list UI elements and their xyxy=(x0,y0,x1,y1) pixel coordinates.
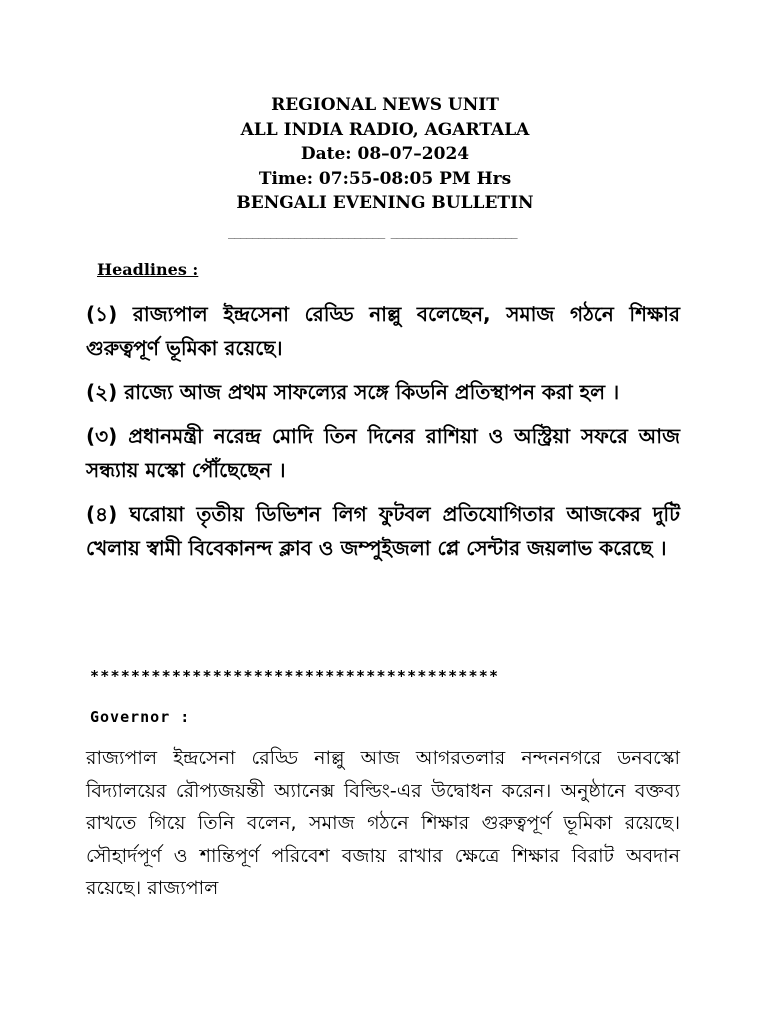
headline-item: (২) রাজ্যে আজ প্রথম সাফল্যের সঙ্গে কিডনি প্রতিস্থাপন করা হল । xyxy=(86,380,620,404)
header-underline: __________________________ _____________________ xyxy=(228,226,518,239)
bulletin-date: Date: 08–07–2024 xyxy=(300,144,470,164)
bulletin-header xyxy=(0,93,770,216)
section-heading: Governor : xyxy=(90,708,191,726)
news-paragraph: রাজ্যপাল ইন্দ্রসেনা রেড্ডি নাল্লু আজ আগরতলার নন্দননগরে ডনবস্কো বিদ্যালয়ের রৌপ্যজয়ন্তী অ্যানেক্স বিল্ডিং-এর উদ্বোধন করেন। অনুষ্ঠানে বক্তব্য রাখতে গিয়ে তিনি বলেন, সমাজ গঠনে শিক্ষার গুরুত্বপূর্ণ ভূমিকা রয়েছে। সৌহার্দপূর্ণ ও শান্তিপূর্ণ পরিবেশ বজায় রাখার ক্ষেত্রে শিক্ষার বিরাট অবদান রয়েছে। রাজ্যপাল xyxy=(86,747,680,899)
headline-item: (৪) ঘরোয়া তৃতীয় ডিভিশন লিগ ফুটবল প্রতিযোগিতার আজকের দুটি খেলায় স্বামী বিবেকানন্দ ক্লাব ও জম্পুইজলা প্লে সেন্টার জয়লাভ করেছে । xyxy=(86,502,680,560)
station-name: ALL INDIA RADIO, AGARTALA xyxy=(240,119,530,140)
headline-item: (৩) প্রধানমন্ত্রী নরেন্দ্র মোদি তিন দিনের রাশিয়া ও অস্ট্রিয়া সফরে আজ সন্ধ্যায় মস্কো পৌঁছেছেন । xyxy=(86,424,680,482)
bulletin-time: Time: 07:55-08:05 PM Hrs xyxy=(258,168,512,189)
headline-item: (১) রাজ্যপাল ইন্দ্রসেনা রেড্ডি নাল্লু বলেছেন, সমাজ গঠনে শিক্ষার গুরুত্বপূর্ণ ভূমিকা রয়েছে। xyxy=(86,302,680,360)
headlines-list xyxy=(86,297,680,575)
headlines-heading: Headlines : xyxy=(97,260,199,279)
bulletin-title: BENGALI EVENING BULLETIN xyxy=(236,193,534,213)
unit-name: REGIONAL NEWS UNIT xyxy=(271,95,499,115)
section-separator: **************************************** xyxy=(90,667,500,685)
